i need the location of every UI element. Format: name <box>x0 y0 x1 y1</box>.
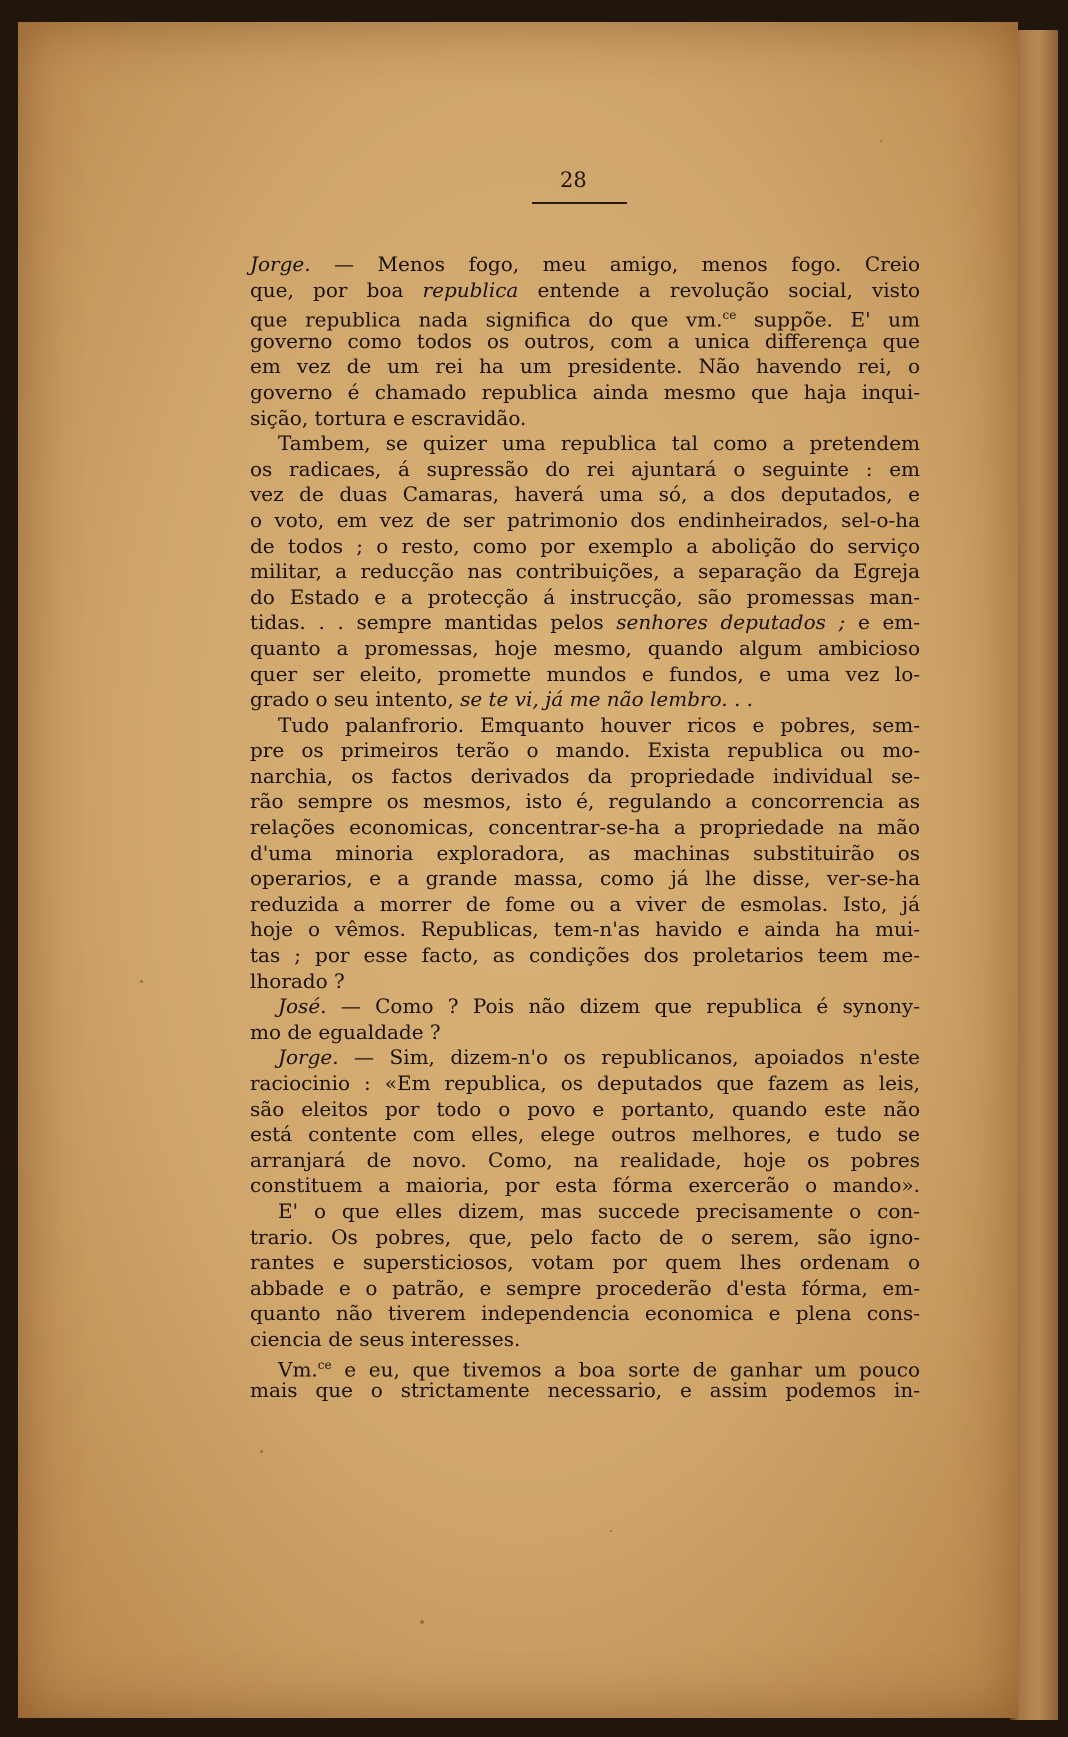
text-line: Tambem, se quizer uma republica tal como a pretendem <box>278 431 920 456</box>
text-line: d'uma minoria exploradora, as machinas substituirão os <box>250 840 920 865</box>
text-line: quer ser eleito, promette mundos e fundos, e uma vez lo- <box>250 661 920 686</box>
speaker-name: José. <box>278 994 327 1019</box>
page-number: 28 <box>560 168 587 192</box>
text-line: o voto, em vez de ser patrimonio dos endinheirados, sel-o-ha <box>250 507 920 532</box>
text-line: José. — Como ? Pois não dizem que republica é synony- <box>278 994 920 1019</box>
speaker-name: Jorge. <box>278 1045 339 1070</box>
text-line: governo como todos os outros, com a unica differença que <box>250 328 920 353</box>
text-line: mo de egualdade ? <box>250 1019 441 1044</box>
text-line: reduzida a morrer de fome ou a viver de esmolas. Isto, já <box>250 891 920 916</box>
text-line: vez de duas Camaras, haverá uma só, a dos deputados, e <box>250 482 920 507</box>
text-line: constituem a maioria, por esta fórma exercerão o mando». <box>250 1173 920 1198</box>
emphasis: republica <box>422 277 519 302</box>
text-line: trario. Os pobres, que, pelo facto de o serem, são igno- <box>250 1224 920 1249</box>
text-line: raciocinio : «Em republica, os deputados que fazem as leis, <box>250 1071 920 1095</box>
text-line: pre os primeiros terão o mando. Exista republica ou mo- <box>250 738 920 763</box>
text-line: lhorado ? <box>250 968 345 993</box>
speaker-name: Jorge. <box>250 252 311 276</box>
superscript: ce <box>722 308 737 323</box>
text-line: em vez de um rei ha um presidente. Não havendo rei, o <box>250 354 920 379</box>
text-line: grado o seu intento, se te vi, já me não lembro. . . <box>250 687 754 712</box>
emphasis: senhores deputados ; <box>616 610 846 635</box>
body-text <box>250 252 920 1404</box>
text-line: arranjará de novo. Como, na realidade, hoje os pobres <box>250 1147 920 1172</box>
text-line: de todos ; o resto, como por exemplo a abolição do serviço <box>250 533 920 558</box>
text-line: rão sempre os mesmos, isto é, regulando a concorrencia as <box>250 789 920 814</box>
text-line: relações economicas, concentrar-se-ha a propriedade na mão <box>250 815 920 840</box>
text-line: Jorge. — Menos fogo, meu amigo, menos fogo. Creio <box>250 252 920 276</box>
text-line: abbade e o patrão, e sempre procederão d'esta fórma, em- <box>250 1275 920 1300</box>
page-number-rule <box>532 202 627 204</box>
text-line: Vm.$^{ce}$ e eu, que tivemos a boa sorte de ganhar um pouco <box>278 1357 920 1382</box>
text-line: governo é chamado republica ainda mesmo que haja inqui- <box>250 379 920 404</box>
text-line: quanto a promessas, hoje mesmo, quando algum ambicioso <box>250 635 920 660</box>
text-line: Jorge. — Sim, dizem-n'o os republicanos, apoiados n'este <box>278 1045 920 1070</box>
text-line: os radicaes, á supressão do rei ajuntará o seguinte : em <box>250 456 920 481</box>
text-line: quanto não tiverem independencia economica e plena cons- <box>250 1301 920 1326</box>
text-line: ciencia de seus interesses. <box>250 1326 521 1351</box>
text-line: está contente com elles, elege outros melhores, e tudo se <box>250 1122 920 1147</box>
text-line: rantes e supersticiosos, votam por quem lhes ordenam o <box>250 1250 920 1275</box>
text-line: são eleitos por todo o povo e portanto, quando este não <box>250 1096 920 1121</box>
text-line: Tudo palanfrorio. Emquanto houver ricos e pobres, sem- <box>278 712 920 737</box>
text-line: mais que o strictamente necessario, e assim podemos in- <box>250 1378 920 1403</box>
text-line: E' o que elles dizem, mas succede precisamente o con- <box>278 1198 920 1223</box>
text-line: tas ; por esse facto, as condições dos proletarios teem me- <box>250 943 920 968</box>
text-line: operarios, e a grande massa, como já lhe disse, ver-se-ha <box>250 866 920 891</box>
superscript: ce <box>317 1357 332 1372</box>
text-line: narchia, os factos derivados da propriedade individual se- <box>250 763 920 788</box>
text-line: hoje o vêmos. Republicas, tem-n'as havido e ainda ha mui- <box>250 917 920 942</box>
text-line: que, por boa republica entende a revolução social, visto <box>250 277 920 302</box>
text-line: sição, tortura e escravidão. <box>250 405 527 430</box>
text-line: tidas. . . sempre mantidas pelos senhores deputados ; e em- <box>250 610 920 635</box>
emphasis: se te vi, já me não lembro. . . <box>460 687 754 712</box>
text-line: que republica nada significa do que vm.$^{ce}$ suppõe. E' um <box>250 307 921 332</box>
text-line: militar, a reducção nas contribuições, a separação da Egreja <box>250 559 920 584</box>
text-line: do Estado e a protecção á instrucção, são promessas man- <box>250 584 920 609</box>
